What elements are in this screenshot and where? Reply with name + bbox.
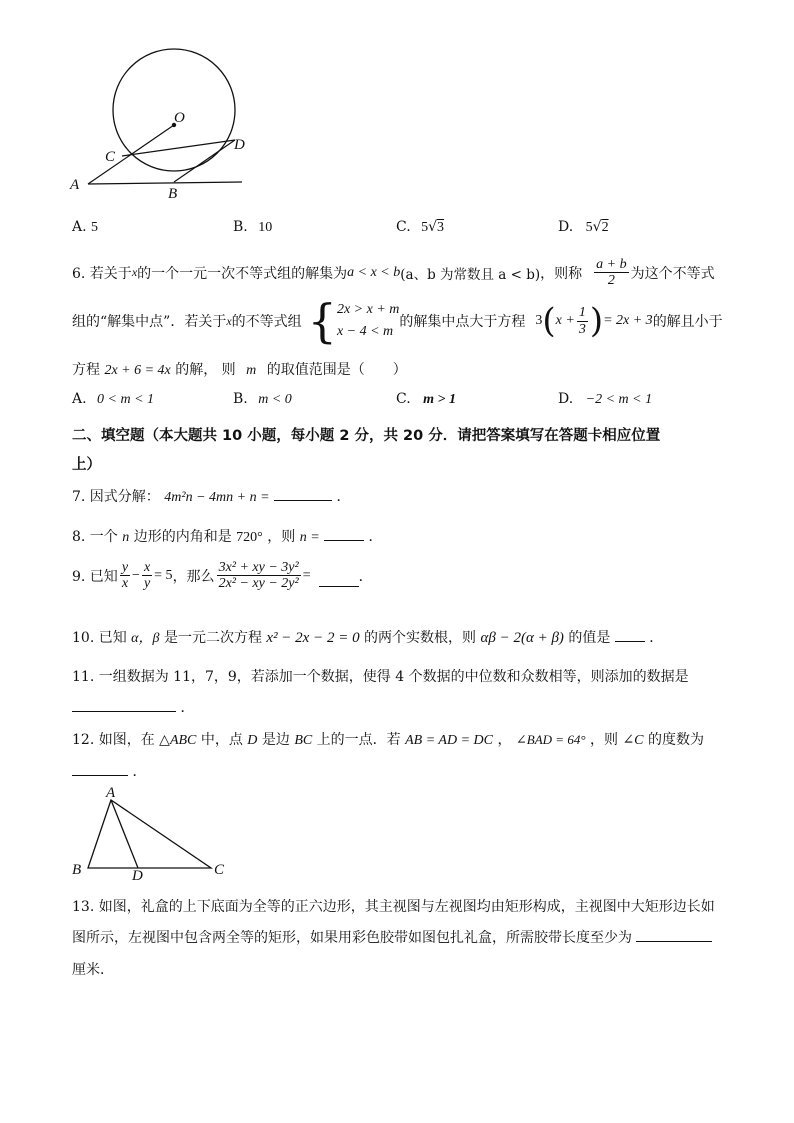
triangle-figure [66, 782, 236, 882]
section2-heading-line1: 二、填空题（本大题共 10 小题，每小题 2 分，共 20 分．请把答案填写在答题卡相应位置 [72, 428, 661, 444]
q13-line1: 13. 如图，礼盒的上下底面为全等的正六边形，其主视图与左视图均由矩形构成，主视图中大矩形边长如 [72, 899, 715, 915]
q11-line1: 11. 一组数据为 11，7，9，若添加一个数据，使得 4 个数据的中位数和众数相等，则添加的数据是 [72, 669, 689, 685]
q6-option-a: A. 0 < m < 1 [72, 391, 155, 407]
answer-blank[interactable] [72, 763, 128, 776]
q5-option-c: C. 5√3 [396, 219, 445, 235]
brace-icon: { [307, 294, 337, 348]
tangent-line [88, 182, 242, 184]
chord-bd [174, 140, 235, 182]
label-d: D [234, 137, 245, 153]
q11-line2: ． [72, 697, 194, 717]
label-a: A [70, 177, 80, 193]
label-a: A [106, 785, 116, 801]
sqrt-icon: √ [428, 219, 438, 235]
inequality-system: 2x > x + m x − 4 < m [336, 302, 400, 339]
label-o: O [174, 110, 185, 126]
answer-blank[interactable] [636, 929, 712, 942]
q9: 9. 已知 $\frac{y}{x}$ − $\frac{x}{y}$ = 5 ，那么 $\frac{\text{3x² + xy − 3y²}}{\text{2x² − xy − 2y²}}$ = ． [72, 560, 373, 592]
q8: 8. 一个 n 边形的内角和是 720° ，则 n = ． [72, 529, 383, 545]
q6-option-d: D. −2 < m < 1 [558, 391, 653, 407]
q5-option-d: D. 5√2 [558, 219, 609, 235]
answer-blank[interactable] [615, 629, 645, 642]
q6-option-b: B. m < 0 [233, 391, 292, 407]
q13-line2: 图所示，左视图中包含两全等的矩形，如果用彩色胶带如图包扎礼盒，所需胶带长度至少为 [72, 927, 712, 947]
label-c: C [105, 149, 116, 165]
label-c: C [214, 862, 225, 878]
q6-line2: 组的“解集中点”．若关于 x 的不等式组 { 2x > x + m x − 4 < m 的解集中点大于方程 3 ( x + $\frac{1}{3}$ ) = 2x + 3 的解且小于 [72, 294, 723, 348]
q12-line2: ． [72, 761, 146, 781]
answer-blank[interactable] [274, 488, 332, 501]
paren-left-icon: ( [542, 301, 556, 341]
q5-option-a: A. 5 [72, 219, 99, 235]
q12-line1: 12. 如图，在 △ABC 中，点 D 是边 BC 上的一点．若 AB = AD = DC ， ∠BAD = 64° ，则 ∠C 的度数为 [72, 732, 704, 748]
segment-ad [111, 800, 138, 868]
label-b: B [168, 186, 178, 202]
chord-cd [122, 140, 235, 156]
label-b: B [72, 862, 82, 878]
answer-blank[interactable] [319, 574, 359, 587]
q5-option-b: B. 10 [233, 219, 273, 235]
q6-option-c: C. m > 1 [396, 391, 456, 407]
q10: 10. 已知 α，β 是一元二次方程 x² − 2x − 2 = 0 的两个实数根，则 αβ − 2(α + β) 的值是 ． [72, 630, 664, 646]
answer-blank[interactable] [72, 699, 176, 712]
triangle-abc [88, 800, 211, 868]
sqrt-icon: √ [592, 219, 602, 235]
label-d: D [132, 868, 143, 882]
q7: 7. 因式分解： 4m²n − 4mn + n = ． [72, 489, 351, 505]
answer-blank[interactable] [324, 528, 364, 541]
q13-line3: 厘米． [72, 962, 114, 978]
q6-line1: 6. 若关于 x 的一个一元一次不等式组的解集为 a < x < b (a、b 为常数且 a < b) ，则称 $\frac{a + b}{2}$ 为这个不等式 [72, 257, 715, 289]
paren-right-icon: ) [589, 301, 604, 341]
section2-heading-line2: 上） [72, 457, 101, 473]
q6-line3: 方程 2x + 6 = 4x 的解， 则 m 的取值范围是（ ） [72, 362, 407, 378]
midpoint-fraction: $\frac{a + b}{2}$ [596, 257, 627, 289]
circle-tangent-figure [60, 28, 280, 208]
